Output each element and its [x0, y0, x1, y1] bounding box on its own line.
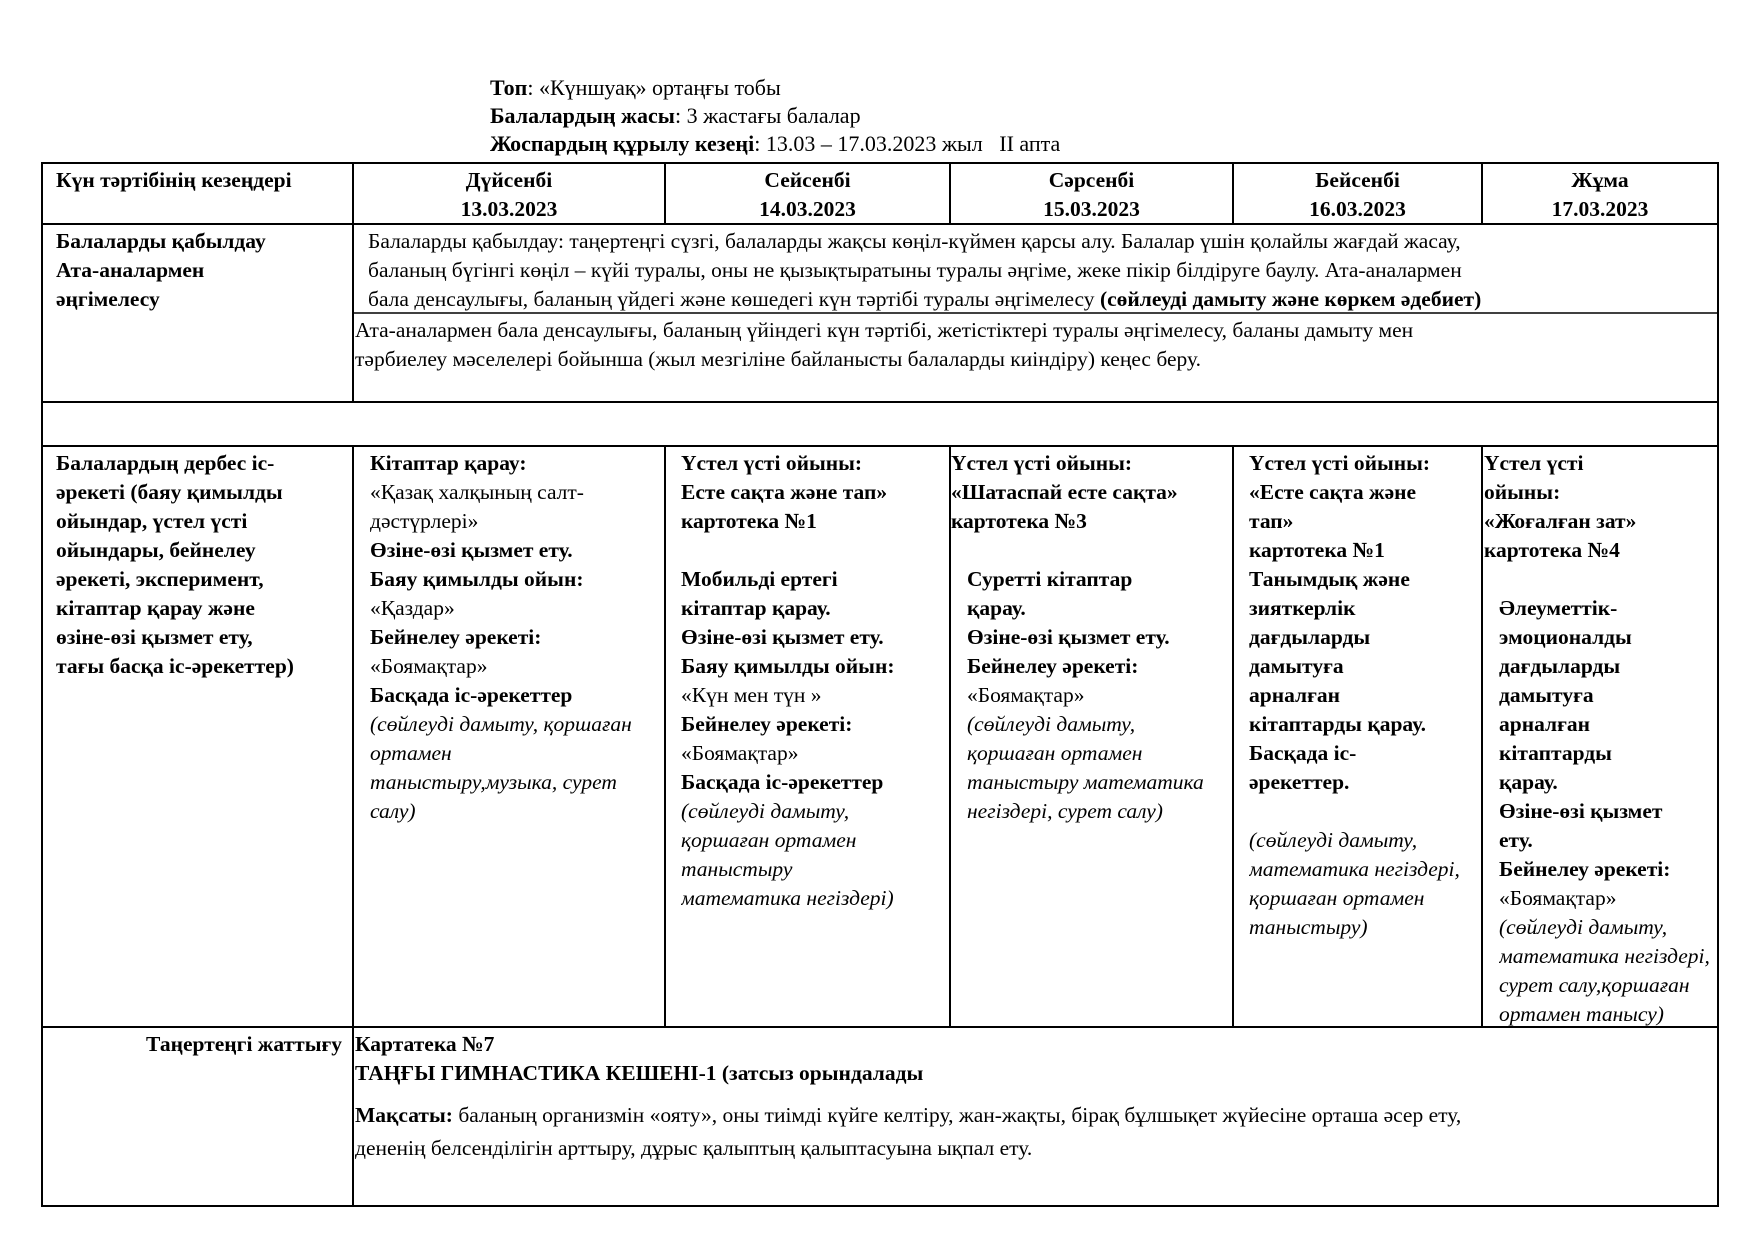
activity-line: әрекеті (баяу қимылды: [56, 480, 283, 504]
activity-line: Мобильді ертегі: [681, 567, 838, 591]
activity-wed-body: [967, 565, 1232, 826]
activity-line: Әлеуметтік-: [1499, 596, 1618, 620]
activity-line: Өзіне-өзі қызмет ету.: [370, 538, 573, 562]
text-line: Ата-аналармен бала денсаулығы, баланың үйіндегі күн тәртібі, жетістіктері туралы әңгімелесу, баланы дамыту мен: [355, 318, 1414, 342]
period-label: Жоспардың құрылу кезеңі: [490, 131, 755, 156]
activity-line: Үстел үсті: [1484, 451, 1584, 475]
day-header-mon: [355, 166, 663, 224]
activity-line: өзіне-өзі қызмет ету,: [56, 625, 253, 649]
activity-line: қоршаған ортамен: [967, 741, 1143, 765]
exercise-goal: [355, 1101, 1716, 1130]
goal-text: баланың организмін «ояту», оны тиімді күйге келтіру, жан-жақты, бірақ бұлшықет жүйесіне орташа әсер ету,: [452, 1103, 1462, 1127]
activity-line: Өзіне-өзі қызмет: [1499, 799, 1663, 823]
activity-line: Басқада іс-әрекеттер: [681, 770, 884, 794]
activity-label: [56, 449, 351, 681]
activity-line: (сөйлеуді дамыту,: [1249, 828, 1418, 852]
activity-line: Танымдық және: [1249, 567, 1410, 591]
activity-line: Үстел үсті ойыны:: [1249, 451, 1431, 475]
activity-line: арналған: [1249, 683, 1340, 707]
exercise-card: Картатека №7: [355, 1032, 495, 1056]
text-line: баланың бүгінгі көңіл – күйі туралы, оны не қызықтыратыны туралы әңгіме, жеке пікір білдіруге баулу. Ата-аналармен: [368, 258, 1462, 282]
label-line: Ата-аналармен: [56, 258, 205, 282]
reception-label: [56, 227, 351, 314]
day-header-wed: [952, 166, 1231, 224]
day-date: 15.03.2023: [1043, 197, 1140, 221]
activity-line: дамытуға: [1249, 654, 1344, 678]
activity-line: Бейнелеу әрекеті:: [681, 712, 853, 736]
activity-line: таныстыру: [681, 857, 793, 881]
activity-line: ортамен: [370, 741, 452, 765]
activity-line: картотека №3: [951, 509, 1087, 533]
activity-line: Есте сақта және тап»: [681, 480, 888, 504]
activity-line: (сөйлеуді дамыту,: [681, 799, 850, 823]
text-line: тәрбиелеу мәселелері бойынша (жыл мезгіліне байланысты балаларды киіндіру) кеңес беру.: [355, 347, 1201, 371]
age-label: Балалардың жасы: [490, 103, 675, 128]
group-line: Топ: «Күншуақ» ортаңғы тобы: [490, 75, 781, 100]
day-name: Жұма: [1571, 168, 1629, 192]
text-fragment: бала денсаулығы, баланың үйдегі және көшедегі күн тәртібі туралы әңгімелесу: [368, 287, 1100, 311]
activity-line: салу): [370, 799, 416, 823]
label-line: әңгімелесу: [56, 287, 160, 311]
parents-consultation-text: [355, 316, 1716, 374]
activity-line: «Боямақтар»: [370, 654, 488, 678]
activity-line: әрекеттер.: [1249, 770, 1350, 794]
goal-text: дененің белсенділігін арттыру, дұрыс қалыптың қалыптасуына ықпал ету.: [355, 1136, 1033, 1160]
activity-line: математика негіздері,: [1249, 857, 1460, 881]
activity-line: Балалардың дербес іс-: [56, 451, 275, 475]
exercise-content: [355, 1030, 1716, 1163]
activity-line: ойындары, бейнелеу: [56, 538, 256, 562]
activity-line: «Шатаспай есте сақта»: [951, 480, 1178, 504]
activity-line: «Қазақ халқының салт-: [370, 480, 584, 504]
day-date: 13.03.2023: [460, 197, 558, 221]
activity-line: тағы басқа іс-әрекеттер): [56, 654, 294, 678]
exercise-title: ТАҢҒЫ ГИМНАСТИКА КЕШЕНІ-1 (затсыз орындалады: [355, 1061, 924, 1085]
period-line: Жоспардың құрылу кезеңі: 13.03 – 17.03.2023 жыл II апта: [490, 131, 1061, 156]
activity-line: (сөйлеуді дамыту,: [967, 712, 1136, 736]
day-date: 17.03.2023: [1551, 197, 1649, 221]
age-line: Балалардың жасы: 3 жастағы балалар: [490, 103, 861, 128]
activity-line: ету.: [1499, 828, 1533, 852]
activity-line: [681, 536, 949, 565]
day-header-thu: [1235, 166, 1480, 224]
activity-line: ойындар, үстел үсті: [56, 509, 248, 533]
activity-line: Баяу қимылды ойын:: [681, 654, 895, 678]
activity-line: кітаптарды: [1499, 741, 1612, 765]
activity-line: Үстел үсті ойыны:: [681, 451, 863, 475]
activity-line: картотека №4: [1484, 538, 1620, 562]
age-value: 3 жастағы балалар: [686, 103, 861, 128]
day-name: Сәрсенбі: [1048, 168, 1135, 192]
activity-line: кітаптар қарау және: [56, 596, 255, 620]
activity-line: Бейнелеу әрекеті:: [1499, 857, 1671, 881]
group-label: Топ: [490, 75, 528, 100]
activity-line: қоршаған ортамен: [1249, 886, 1425, 910]
activity-line: Үстел үсті ойыны:: [951, 451, 1133, 475]
activity-line: Басқада іс-әрекеттер: [370, 683, 573, 707]
activity-line: Бейнелеу әрекеті:: [967, 654, 1139, 678]
activity-line: ойыны:: [1484, 480, 1561, 504]
activity-line: арналған: [1499, 712, 1590, 736]
activity-line: (сөйлеуді дамыту,: [1499, 915, 1668, 939]
activity-line: дамытуға: [1499, 683, 1594, 707]
activity-line: «Боямақтар»: [1499, 886, 1617, 910]
activity-wed-heading: [951, 449, 1232, 536]
topic-note: (сөйлеуді дамыту және көркем әдебиет): [1099, 287, 1482, 311]
activity-line: [1249, 797, 1481, 826]
activity-line: эмоционалды: [1499, 625, 1632, 649]
day-header-tue: [667, 166, 948, 224]
label-line: Балаларды қабылдау: [56, 229, 266, 253]
activity-line: «Қаздар»: [370, 596, 455, 620]
activity-line: таныстыру): [1249, 915, 1368, 939]
day-date: 16.03.2023: [1309, 197, 1406, 221]
activity-line: Басқада іс-: [1249, 741, 1357, 765]
activity-fri-heading: [1484, 449, 1716, 565]
activity-line: таныстыру математика: [967, 770, 1204, 794]
reception-text: [368, 227, 1716, 314]
activity-line: картотека №1: [681, 509, 817, 533]
activity-line: «Боямақтар»: [967, 683, 1085, 707]
activity-line: «Боямақтар»: [681, 741, 799, 765]
activity-line: сурет салу,қоршаған: [1499, 973, 1690, 997]
activity-line: Кітаптар қарау:: [370, 451, 527, 475]
day-date: 14.03.2023: [759, 197, 856, 221]
activity-line: (сөйлеуді дамыту, қоршаған: [370, 712, 632, 736]
group-value: «Күншуақ» ортаңғы тобы: [539, 75, 781, 100]
activity-line: дәстүрлері»: [370, 509, 479, 533]
day-header-fri: [1484, 166, 1716, 224]
activity-fri-body: [1499, 594, 1716, 1029]
activity-line: қоршаған ортамен: [681, 828, 857, 852]
goal-label: Мақсаты:: [355, 1103, 453, 1127]
activity-line: зияткерлік: [1249, 596, 1356, 620]
text-line: [368, 285, 1716, 314]
activity-line: «Күн мен түн »: [681, 683, 822, 707]
activity-line: дағдыларды: [1249, 625, 1371, 649]
activity-mon: [370, 449, 664, 826]
activity-line: кітаптарды қарау.: [1249, 712, 1427, 736]
activity-tue: [681, 449, 949, 913]
activity-line: картотека №1: [1249, 538, 1385, 562]
activity-line: қарау.: [967, 596, 1026, 620]
day-name: Бейсенбі: [1315, 168, 1400, 192]
activity-line: Бейнелеу әрекеті:: [370, 625, 542, 649]
period-value: 13.03 – 17.03.2023 жыл II апта: [765, 131, 1061, 156]
activity-line: математика негіздері,: [1499, 944, 1710, 968]
activity-line: Өзіне-өзі қызмет ету.: [967, 625, 1170, 649]
activity-line: математика негіздері): [681, 886, 894, 910]
activity-line: кітаптар қарау.: [681, 596, 831, 620]
exercise-label: Таңертеңгі жаттығу: [146, 1032, 342, 1056]
activity-line: ортамен танысу): [1499, 1002, 1664, 1026]
activity-line: «Жоғалған зат»: [1484, 509, 1637, 533]
activity-line: таныстыру,музыка, сурет: [370, 770, 617, 794]
activity-line: Өзіне-өзі қызмет ету.: [681, 625, 884, 649]
text-line: Балаларды қабылдау: таңертеңгі сүзгі, балаларды жақсы көңіл-күймен қарсы алу. Балалар үшін қолайлы жағдай жасау,: [368, 229, 1461, 253]
activity-line: Баяу қимылды ойын:: [370, 567, 584, 591]
activity-line: дағдыларды: [1499, 654, 1621, 678]
corner-cell: Күн тәртібінің кезеңдері: [56, 168, 292, 192]
day-name: Сейсенбі: [764, 168, 851, 192]
activity-line: тап»: [1249, 509, 1294, 533]
activity-thu: [1249, 449, 1481, 942]
activity-line: негіздері, сурет салу): [967, 799, 1163, 823]
activity-line: «Есте сақта және: [1249, 480, 1417, 504]
activity-line: Суретті кітаптар: [967, 567, 1133, 591]
activity-line: әрекеті, эксперимент,: [56, 567, 264, 591]
activity-line: қарау.: [1499, 770, 1558, 794]
day-name: Дүйсенбі: [465, 168, 553, 192]
